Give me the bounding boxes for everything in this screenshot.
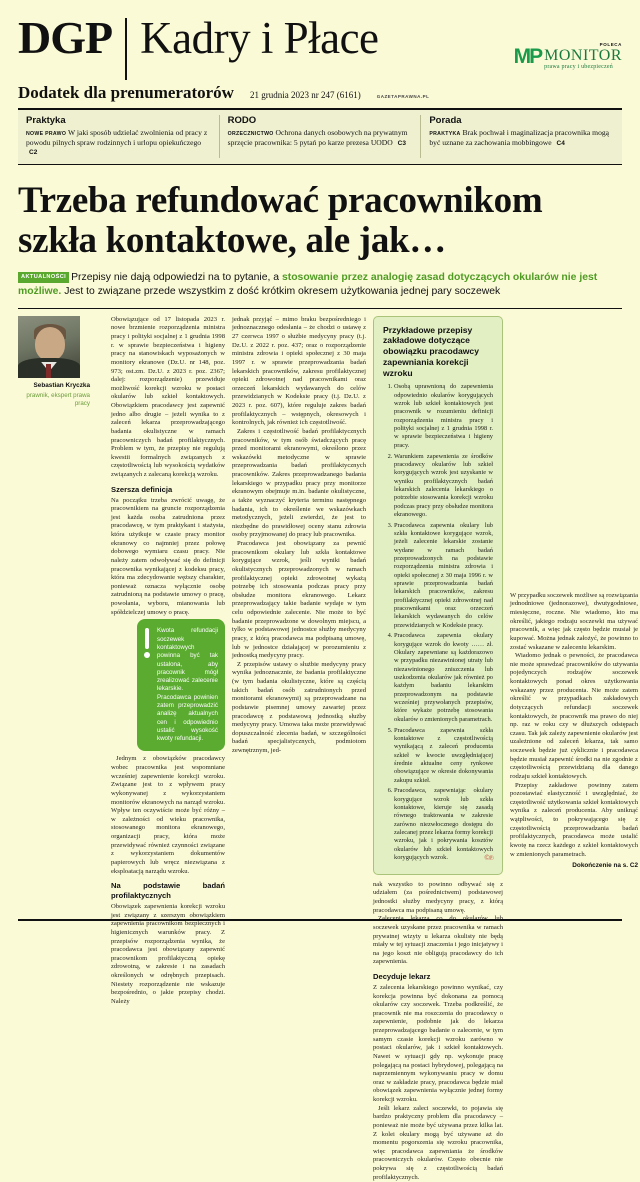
teaser-item[interactable] [420,115,622,158]
author-block [18,316,90,408]
teaser-kicker: NOWE PRAWO [26,131,67,137]
sponsor-block [514,16,622,70]
paragraph: Zalecenia lekarza co do okularów lub soczewek uzyskane przez pracownika w ramach prywatnej wizyty u lekarza okulisty nie będą miały w tej sytuacji znaczenia i jego inicjatywy i na jego koszt nie obligują pracodawcy do ich zapewnienia. [373,915,503,966]
paragraph: W przypadku soczewek możliwe są rozwiązania jednodniowe (jednorazowe), dwutygodniowe, miesięczne, roczne. Nie wiadomo, kto ma określić, jakiego rodzaju soczewki ma używać pracownik, a więc jak często będzie musiał je kupować. Można jednak założyć, że powinno to zostać wskazane w zaleceniu lekarskim. [510,591,638,651]
paragraph: Jednym z obowiązków pracodawcy wobec pracownika jest wspomniane wcześniej zapewnienie korekcji wzroku. Związane jest to z wpływem pracy wykonywanej z wykorzystaniem monitorów ekranowych na narząd wzroku. Wpływ ten oczywiście może być różny – w zależności od wieku pracownika, stosowanego monitora ekranowego, organizacji pracy, która może przewidywać również czynności związane z wykorzystaniem dokumentów papierowych lub wręcz niezwiązana z eksploatacją narządu wzroku. [111,755,225,875]
body-column-4 [510,316,638,1182]
supplement-label: Dodatek dla prenumeratorów [18,83,234,102]
teaser-text: W jaki sposób udzielać zwolnienia od pracy z powodu pilnych spraw rodzinnych i urlopu opiekuńczego [26,128,208,147]
author-column [18,316,104,1182]
list-item: 2. Warunkiem zapewnienia ze środków pracodawcy okularów lub szkieł korygujących wzrok jest uzyskanie w wyniku profilaktycznych badań lekarskich zalecenia lekarskiego o potrzebie stosowania korekcji wzroku podczas pracy przy obsłudze monitora ekranowego. [394,453,493,520]
article-headline: Trzeba refundować pracownikom szkła kontaktowe, ale jak… [18,179,543,261]
author-photo [18,316,80,378]
teaser-page-ref[interactable]: C4 [556,139,565,147]
paragraph: jednak przyjąć – mimo braku bezpośredniego i jednoznacznego odesłania – że chodzi o ustawę z 27 czerwca 1997 o służbie medycyny pracy (t.j. Dz.U. z 2022 r. poz. 437; oraz o rozporządzenie ministra zdrowia i opieki społecznej z 30 maja 1997 r. w sprawie przeprowadzania badań lekarskich pracowników, zakresu profilaktycznej opieki zdrowotnej nad pracownikami oraz orzeczeń lekarskich wydawanych do celów przewidzianych w Kodeksie pracy (t.j. Dz.U. z 2023 r. poz. 607), które reguluje zakres badań profilaktycznych – wstępnych, okresowych i kontrolnych, jak również ich częstotliwość. [232,315,366,427]
teaser-heading: RODO [227,115,257,126]
info-box [373,316,503,875]
paragraph: nak wszystko to powinno odbywać się z udziałem (za pośrednictwem) podstawowej jednostki służby medycyny pracy, z którą pracodawca ma podpisaną umowę. [373,880,503,914]
teaser-text: Brak pochwał i maginalizacja pracownika mogą być uznane za zachowania mobbingowe [429,128,610,147]
body-column-1 [111,316,225,1182]
masthead-divider [125,18,127,80]
teaser-kicker: ORZECZNICTWO [227,131,274,137]
subheading: Na podstawie badań profilaktycznych [111,881,225,901]
poleca-label: POLECA [599,42,622,47]
list-item: 1. Osobą uprawnioną do zapewnienia odpowiednio okularów korygujących wzrok lub szkieł kontaktowych jest pracownik w rozumieniu definicji rozporządzenia ministra pracy i polityki socjalnej z 1 grudnia 1998 r. w sprawie bezpieczeństwa i higieny pracy. [394,383,493,450]
author-role: prawnik, ekspert prawa pracy [26,391,90,407]
masthead [18,0,622,80]
site-url: GAZETAPRAWNA.PL [376,94,430,99]
monitor-logo-icon: MP [513,45,542,68]
paragraph: Z zalecenia lekarskiego powinno wynikać, czy korekcja powinna być dokonana za pomocą okularów czy soczewek. Trzeba podkreślić, że pracownik nie ma roszczenia do pracodawcy o zapewnienie, podobnie jak do lekarza przeprowadzającego badanie o zalecenie, w tym samym czasie korekcji wzroku zarówno w postaci okularów, jak i szkieł kontaktowych. Nawet w sytuacji gdy np. wykonuje pracę polegającą na postaci hybrydowej, polegającą na naprzemiennym wykonywaniu pracy w domu oraz w zakładzie pracy, pracodawca będzie miał obowiązek zapewnienia wyłącznie jednej formy korekcji wzroku. [373,983,503,1104]
lead-text-part2: Jest to związane przede wszystkim z dość krótkim okresem użytkowania jednej pary soczewek [61,285,501,297]
bottom-rule [18,919,622,921]
article-lead [18,271,622,299]
list-item: 3. Pracodawca zapewnia okulary lub szkła kontaktowe korygujące wzrok, jeżeli zalecenie lekarskie zostanie wydane w ramach badań przeprowadzonych na podstawie rozporządzenia ministra zdrowia i opieki społecznej z 30 maja 1996 r. w sprawie przeprowadzania badań lekarskich pracowników, zakresu profilaktycznej opieki zdrowotnej nad pracownikami oraz orzeczeń lekarskich wydawanych do celów przewidzianych w Kodeksie pracy. [394,522,493,630]
paragraph: Jeśli lekarz zaleci soczewki, to pojawia się bardzo praktyczny problem dla pracodawcy – ponieważ nie może być używana przez kilka lat. Z kolei okulary mogą być używane aż do momentu pogorszenia się wzroku pracownika, więc pracodawca zapewniania że środków pracowniczych okularów. Często obecnie nie pokrywa się z częstotliwością badań profilaktycznych. [373,1104,503,1181]
article-body [18,315,638,1182]
teaser-bar [18,110,622,165]
paragraph: Z przepisów ustawy o służbie medycyny pracy wynika jednoznacznie, że badania profilaktyczne (w tym badania okulistyczne, które są częścią takich badań osób zatrudnionych przed monitorami ekranowymi) są przeprowadzane na podstawie pisemnej umowy zawartej przez pracodawcę z podstawową jednostką służby medycyny pracy. Umowa taka może przewidywać dopuszczalność zlecenia badań, w szczególności badań specjalistycznych, podmiotom zewnętrznym, jed- [232,660,366,754]
list-item: 6. Pracodawca, zapewniając okulary korygujące wzrok lub szkła kontaktowe, kieruje się zasadą równego traktowania w zakresie zarówno niezwłocznego dostępu do zalecanej przez lekarza formy korekcji wzroku, jak i pokrywania kosztów okularów lub szkieł kontaktowych korygujących wzrok. ©℗ [394,787,493,862]
body-column-3 [373,316,503,1182]
teaser-heading: Porada [429,115,462,126]
subheading: Szersza definicja [111,484,173,494]
aktualnosci-badge: AKTUALNOŚCI [18,272,69,283]
paragraph: Zakres i częstotliwość badań profilaktycznych pracowników, w tym osób świadczących pracę przed monitorami ekranowymi, określono przez wskazówki metodyczne w sprawie przeprowadzania badań profilaktycznych pracowników. Zakres przeprowadzanego badania lekarskiego w przypadku pracy przy monitorze ekranowym obejmuje m.in. badanie okulistyczne, a także wyznaczyć kryteria terminu następnego badania, ich to określenie we wskazówkach metodycznych, jeżeli zwierdzi, że jest to niezbędne do prawidłowej oceny stanu zdrowia osoby przyjmowanej do pracy lub pracownika. [232,427,366,539]
paragraph: Obowiązek zapewnienia korekcji wzroku jest związany z szerszym obowiązkiem zapewnienia pracownikom bezpiecznych i higienicznych warunków pracy. Z przepisów rozporządzenia wynika, że pracodawca jest obowiązany zapewnić pracownikom profilaktyczną opiekę zdrowotną, w zakresie i na zasadach określonych w odrębnych przepisach. Niestety rozporządzenie nie wskazuje bezpośrednio, o jakie przepisy chodzi. Należy [111,903,225,1005]
teaser-page-ref[interactable]: C2 [29,149,38,157]
dgp-logo[interactable]: DGP [18,12,113,63]
body-column-2 [232,316,366,1182]
monitor-name: MONITOR [544,47,622,64]
list-item: 4. Pracodawca zapewnia okulary korygujące wzrok do kwoty …… zł. Okulary zapewniane są każdorazowo w przypadku niezawinionej utraty lub niezawinionego zniszczenia lub uszkodzenia okularów jak również po każdym badaniu lekarskim przeprowadzonym na podstawie wcześniej przywołanych przepisów, które wykaże potrzebę stosowania okularów o zmienionych parametrach. [394,632,493,724]
subheading: Decyduje lekarz [373,972,431,982]
teaser-page-ref[interactable]: C3 [397,139,406,147]
list-item: 5. Pracodawca zapewnia szkła kontaktowe z częstotliwością wynikającą z zaleceń producenta szkieł w kwocie uwzględniającej średnie aktualne ceny rynkowe obowiązujące w okresie dokonywania zakupu szkieł. [394,727,493,785]
sub-masthead [18,83,622,103]
teaser-item[interactable] [219,115,421,158]
issue-line: 21 grudnia 2023 nr 247 (6161) [249,90,361,100]
teaser-item[interactable] [18,115,219,158]
pull-quote-box [137,619,225,751]
continuation-note[interactable]: Dokończenie na s. C2 [572,862,638,870]
teaser-kicker: PRAKTYKA [429,131,461,137]
lead-rule [18,308,622,309]
lead-text-part1: Przepisy nie dają odpowiedzi na to pytanie, a [71,271,282,283]
teaser-text: Ochrona danych osobowych na prywatnym sprzęcie pracownika: 5 pytań po karze prezesa UODO [227,128,408,147]
lead-text-highlight: stosowanie przez analogię zasad dotyczących okularów nie jest możliwe. [18,271,598,297]
teaser-heading: Praktyka [26,115,66,126]
copyright-mark: ©℗ [484,853,493,862]
pull-quote-text: Kwota refundacji soczewek kontaktowych powinna być tak ustalona, aby pracownik mógł zrealizować zalecenie lekarskie. Pracodawca powinien zatem przeprowadzić analizę aktualnych cen i odpowiednio ustalić wysokość kwoty refundacji. [157,627,218,743]
paragraph: Wiadomo jednak o pewności, że pracodawca nie może sprawdzać pracowników do używania pojedynczych rodzajów soczewek kontaktowych ponad okres użytkowania wskazany przez producenta. Nie może zatem określić w przypadkach zakładowych dotyczących refundacji soczewek kontaktowych, że pracownik ma prawo do niej np. raz w roku czy w dłuższych odstępach czasu. Tak jak zależy zapewnienie okularów jest uzależnione od zaleceń lekarza, tak samo soczewek będzie już cyklicznie i pracodawca będzie musiał zapewnić środki na nie zgodnie z częstotliwością przewidzianą dla danego rodzaju szkieł kontaktowych. [510,652,638,780]
supplement-title: Kadry i Płace [140,13,379,63]
paragraph: Na początku trzeba zwrócić uwagę, że pracownikiem na gruncie rozporządzenia jest każda osoba zatrudniona przez pracodawcę, w tym praktykant i stażysta, która użytkuje w czasie pracy monitor ekranowy co najmniej przez połowę dobowego wymiaru czasu pracy. Nie należy zatem odwoływać się do definicji pracownika wynikającej z kodeksu pracy, która ma zdecydowanie węższy charakter, ponieważ oznacza wyłącznie osobę zatrudnioną na podstawie umowy o pracę, powołania, wyboru, mianowania lub spółdzielczej umowy o pracę. [111,496,225,616]
monitor-subtitle: prawa pracy i ubezpieczeń [544,64,613,71]
exclamation-icon [144,628,150,658]
paragraph: Pracodawca jest obowiązany za pewnić pracownikom okulary lub szkła kontaktowe korygujące wzrok, jeśli wyniki badań okulistycznych przeprowadzonych w ramach profilaktycznej opieki zdrowotnej wykażą potrzebę ich stosowania podczas pracy przy obsłudze monitora ekranowego. Lekarz przeprowadzający takie badanie wydaje w tym celu odpowiednie zalecenie. Nie może to być badanie przeprowadzone w dowolnym miejscu, a tylko w podstawowej jednostce służby medycyny pracy, z którą pracodawca ma podpisaną umowę, lub w jednostce działającej w porozumieniu z jednostką medycyny pracy. [232,540,366,660]
paragraph: Obowiązujące od 17 listopada 2023 r. nowe brzmienie rozporządzenia ministra pracy i polityki socjalnej z 1 grudnia 1998 r. w sprawie bezpieczeństwa i higieny pracy na stanowiskach wyposażonych w monitory ekranowe (Dz.U. nr 148, poz. 973; ost.zm. Dz.U. z 2023 r. poz. 2367; dalej: rozporządzenie) przewiduje możliwość korekcji wzroku w postaci okularów lub szkieł kontaktowych. Obowiązkiem pracodawcy jest zapewnić jedno albo drugie – jeżeli wynika to z zaleceń lekarza przeprowadzającego badania okulistyczne w ramach pracowniczych badań profilaktycznych. Problem w tym, że przepisy nie regulują kwestii formalnych związanych z częstotliwością lub wysokością wydatków związanych z zalecaną korekcją wzroku. [111,315,225,478]
paragraph: Przepisy zakładowe powinny zatem pozostawiać elastyczność i uwzględniać, że częstotliwość użytkowania szkieł kontaktowych wynika z zaleceń producenta. Aby uniknąć wątpliwości, to pokrywającego się z częstotliwością przeprowadzania badań profilaktycznych, pracodawca może ustalić kwotę na rzecz każdego z szkieł kontaktowych w zmienionych parametrach. [510,781,638,858]
author-name: Sebastian Kryczka [33,381,90,389]
info-box-title: Przykładowe przepisy zakładowe dotyczące obowiązku pracodawcy zapewniania korekcji wzroku [383,324,479,378]
info-box-list [383,383,493,862]
